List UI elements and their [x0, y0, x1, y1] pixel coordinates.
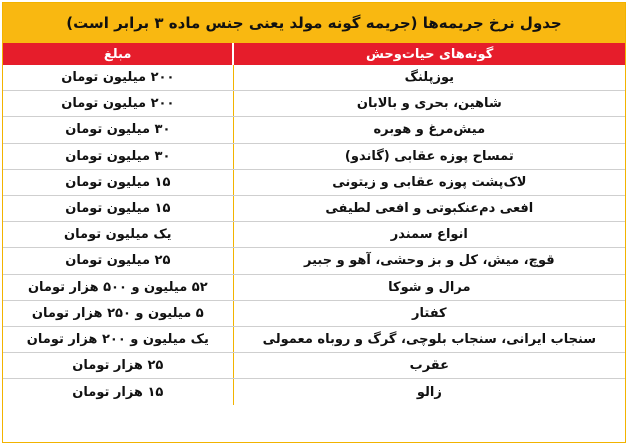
amount-cell: ۱۵ هزار تومان — [3, 379, 234, 405]
table-header — [3, 43, 625, 65]
table-row — [3, 196, 625, 222]
amount-cell: یک میلیون و ۲۰۰ هزار تومان — [3, 327, 234, 352]
species-cell: عقرب — [409, 358, 450, 374]
amount-cell: ۱۵ میلیون تومان — [3, 170, 234, 195]
header-species: گونه‌های حیات‌وحش — [366, 46, 494, 62]
amount-cell: ۵۲ میلیون و ۵۰۰ هزار تومان — [3, 275, 234, 300]
table-row — [3, 301, 625, 327]
species-cell: کفتار — [412, 305, 447, 321]
species-cell: مرال و شوکا — [388, 279, 471, 295]
amount-cell: ۲۰۰ میلیون تومان — [3, 65, 234, 90]
header-amount: مبلغ — [3, 43, 234, 65]
table-row — [3, 170, 625, 196]
table-body — [3, 65, 625, 405]
species-cell: تمساح پوزه عقابی (گاندو) — [344, 148, 514, 164]
species-cell: انواع سمندر — [390, 227, 468, 243]
species-cell: قوچ، میش، کل و بز وحشی، آهو و جبیر — [304, 253, 555, 269]
amount-cell: ۳۰ میلیون تومان — [3, 144, 234, 169]
table-row — [3, 379, 625, 405]
amount-cell: ۲۰۰ میلیون تومان — [3, 91, 234, 116]
table-row — [3, 327, 625, 353]
table-row — [3, 222, 625, 248]
amount-cell: ۲۵ هزار تومان — [3, 353, 234, 378]
table-row — [3, 144, 625, 170]
species-cell: لاک‌پشت پوزه عقابی و زیتونی — [332, 174, 527, 190]
table-title: جدول نرخ جریمه‌ها (جریمه گونه مولد یعنی جنس ماده ۳ برابر است) — [3, 3, 625, 43]
table-row — [3, 91, 625, 117]
amount-cell: ۱۵ میلیون تومان — [3, 196, 234, 221]
species-cell: سنجاب ایرانی، سنجاب بلوچی، گرگ و روباه معمولی — [262, 331, 597, 347]
table-row — [3, 353, 625, 379]
table-row — [3, 117, 625, 143]
amount-cell: یک میلیون تومان — [3, 222, 234, 247]
fine-rates-table — [2, 2, 626, 443]
species-cell: افعی دم‌عنکبوتی و افعی لطیفی — [325, 201, 534, 217]
species-cell: میش‌مرغ و هوبره — [373, 122, 486, 138]
table-row — [3, 275, 625, 301]
amount-cell: ۳۰ میلیون تومان — [3, 117, 234, 142]
species-cell: یوزپلنگ — [404, 70, 454, 86]
species-cell: زالو — [416, 384, 442, 400]
amount-cell: ۲۵ میلیون تومان — [3, 248, 234, 273]
amount-cell: ۵ میلیون و ۲۵۰ هزار تومان — [3, 301, 234, 326]
table-row — [3, 248, 625, 274]
species-cell: شاهین، بحری و بالابان — [356, 96, 502, 112]
table-row — [3, 65, 625, 91]
